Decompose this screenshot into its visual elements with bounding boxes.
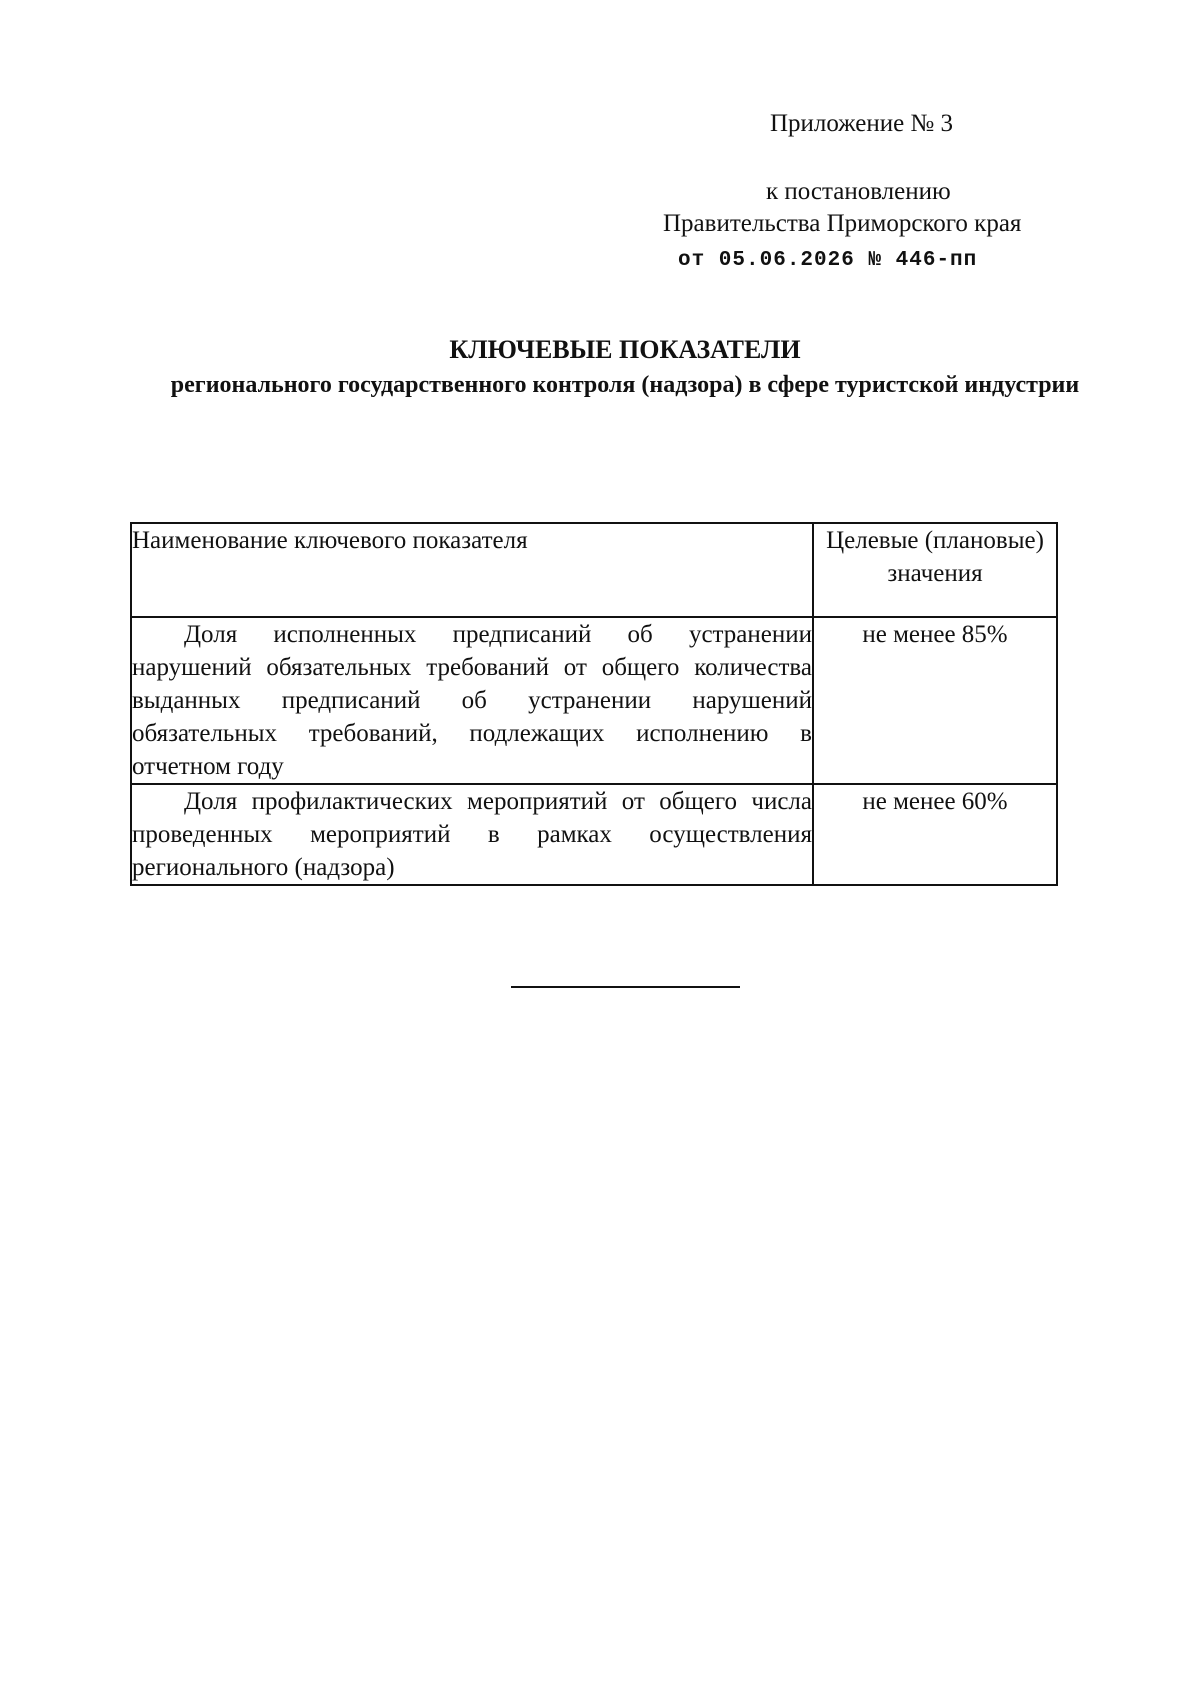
indicator-target-value: не менее 85% <box>813 617 1057 784</box>
appendix-government: Правительства Приморского края <box>663 210 1022 237</box>
indicators-table <box>130 522 1058 886</box>
table-header-row <box>131 523 1057 617</box>
end-separator-line <box>511 986 740 988</box>
header-target-values: Целевые (плановые) значения <box>813 523 1057 617</box>
document-subtitle: регионального государственного контроля (надзора) в сфере туристской индустрии <box>170 372 1080 398</box>
table-row <box>131 617 1057 784</box>
document-title: КЛЮЧЕВЫЕ ПОКАЗАТЕЛИ <box>449 335 801 364</box>
indicator-target-value: не менее 60% <box>813 784 1057 885</box>
appendix-label: Приложение № 3 <box>770 110 954 137</box>
indicator-name: Доля профилактических мероприятий от общего числа проведенных мероприятий в рамках осуществления регионального (надзора) <box>131 784 813 885</box>
appendix-to-resolution: к постановлению <box>766 178 951 205</box>
resolution-date-number: от 05.06.2026 № 446-пп <box>678 249 978 272</box>
header-indicator-name: Наименование ключевого показателя <box>131 523 813 617</box>
table-row <box>131 784 1057 885</box>
indicator-name: Доля исполненных предписаний об устранении нарушений обязательных требований от общего количества выданных предписаний об устранении нарушений обязательных требований, подлежащих исполнению в отчетном году <box>131 617 813 784</box>
